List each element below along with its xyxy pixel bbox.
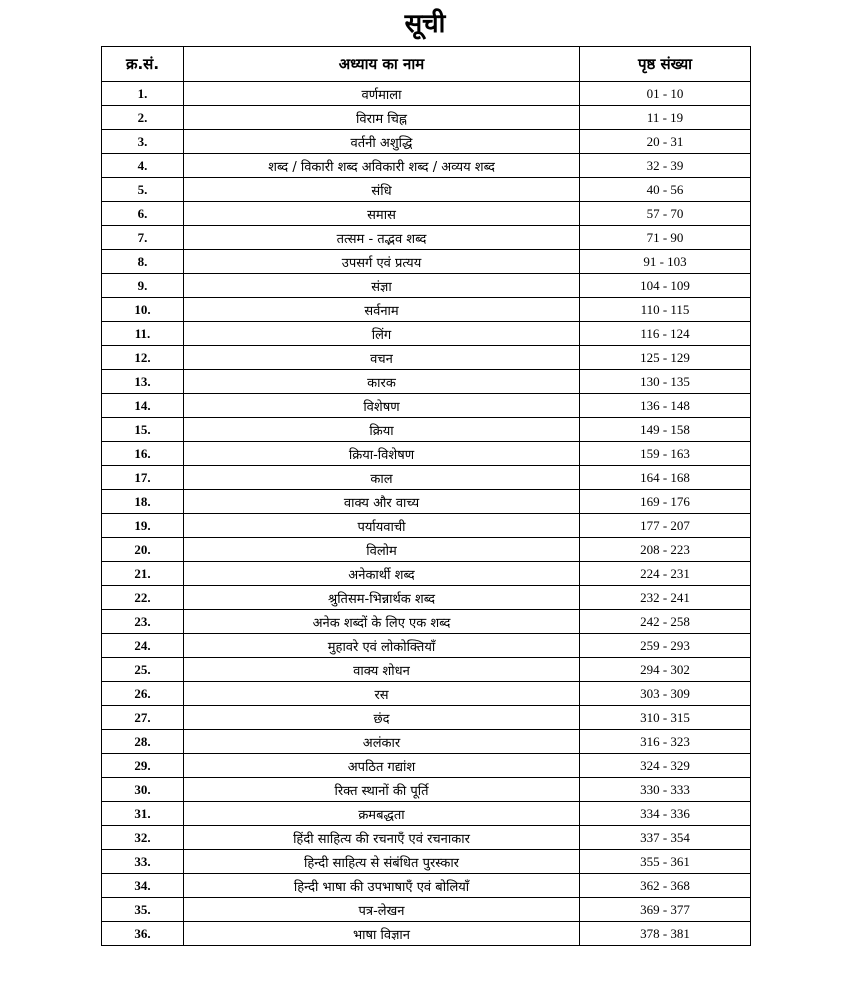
page-range: 159 - 163 [580, 442, 751, 466]
header-chapter-name: अध्याय का नाम [184, 47, 580, 82]
serial-number: 13. [102, 370, 184, 394]
page-range: 11 - 19 [580, 106, 751, 130]
chapter-name: वाक्य और वाच्य [184, 490, 580, 514]
table-row [102, 610, 751, 634]
serial-number: 20. [102, 538, 184, 562]
page-range: 242 - 258 [580, 610, 751, 634]
page-range: 104 - 109 [580, 274, 751, 298]
table-row [102, 370, 751, 394]
chapter-name: अपठित गद्यांश [184, 754, 580, 778]
page-range: 232 - 241 [580, 586, 751, 610]
page-title: सूची [404, 9, 446, 39]
serial-number: 14. [102, 394, 184, 418]
chapter-name: तत्सम - तद्भव शब्द [184, 226, 580, 250]
serial-number: 4. [102, 154, 184, 178]
table-row [102, 730, 751, 754]
page-range: 149 - 158 [580, 418, 751, 442]
page-range: 330 - 333 [580, 778, 751, 802]
serial-number: 21. [102, 562, 184, 586]
page-range: 303 - 309 [580, 682, 751, 706]
serial-number: 26. [102, 682, 184, 706]
page-range: 169 - 176 [580, 490, 751, 514]
table-row [102, 850, 751, 874]
table-row [102, 658, 751, 682]
serial-number: 24. [102, 634, 184, 658]
chapter-name: काल [184, 466, 580, 490]
page-range: 369 - 377 [580, 898, 751, 922]
page-range: 310 - 315 [580, 706, 751, 730]
chapter-name: मुहावरे एवं लोकोक्तियाँ [184, 634, 580, 658]
serial-number: 1. [102, 82, 184, 106]
table-row [102, 586, 751, 610]
chapter-name: लिंग [184, 322, 580, 346]
chapter-name: संधि [184, 178, 580, 202]
serial-number: 17. [102, 466, 184, 490]
serial-number: 8. [102, 250, 184, 274]
table-row [102, 274, 751, 298]
table-row [102, 562, 751, 586]
table-row [102, 490, 751, 514]
table-row [102, 298, 751, 322]
table-row [102, 106, 751, 130]
serial-number: 30. [102, 778, 184, 802]
chapter-name: रिक्त स्थानों की पूर्ति [184, 778, 580, 802]
serial-number: 6. [102, 202, 184, 226]
table-row [102, 442, 751, 466]
table-row [102, 418, 751, 442]
serial-number: 36. [102, 922, 184, 946]
page-range: 125 - 129 [580, 346, 751, 370]
page-range: 259 - 293 [580, 634, 751, 658]
serial-number: 33. [102, 850, 184, 874]
chapter-name: हिन्दी साहित्य से संबंधित पुरस्कार [184, 850, 580, 874]
serial-number: 2. [102, 106, 184, 130]
chapter-name: पत्र-लेखन [184, 898, 580, 922]
table-row [102, 874, 751, 898]
chapter-name: हिंदी साहित्य की रचनाएँ एवं रचनाकार [184, 826, 580, 850]
page-range: 01 - 10 [580, 82, 751, 106]
serial-number: 5. [102, 178, 184, 202]
chapter-name: शब्द / विकारी शब्द अविकारी शब्द / अव्यय शब्द [184, 154, 580, 178]
page-range: 136 - 148 [580, 394, 751, 418]
page-range: 362 - 368 [580, 874, 751, 898]
table-row [102, 682, 751, 706]
table-row [102, 130, 751, 154]
table-row [102, 778, 751, 802]
page-range: 316 - 323 [580, 730, 751, 754]
page-range: 164 - 168 [580, 466, 751, 490]
serial-number: 25. [102, 658, 184, 682]
serial-number: 7. [102, 226, 184, 250]
table-row [102, 178, 751, 202]
chapter-name: विलोम [184, 538, 580, 562]
page-range: 294 - 302 [580, 658, 751, 682]
page-range: 130 - 135 [580, 370, 751, 394]
serial-number: 29. [102, 754, 184, 778]
table-row [102, 226, 751, 250]
page-range: 324 - 329 [580, 754, 751, 778]
page-range: 20 - 31 [580, 130, 751, 154]
chapter-name: क्रमबद्धता [184, 802, 580, 826]
chapter-name: छंद [184, 706, 580, 730]
table-row [102, 154, 751, 178]
serial-number: 15. [102, 418, 184, 442]
table-row [102, 202, 751, 226]
table-row [102, 922, 751, 946]
serial-number: 18. [102, 490, 184, 514]
page-range: 355 - 361 [580, 850, 751, 874]
table-row [102, 346, 751, 370]
chapter-name: विशेषण [184, 394, 580, 418]
chapter-name: भाषा विज्ञान [184, 922, 580, 946]
header-serial: क्र.सं. [102, 47, 184, 82]
chapter-name: अलंकार [184, 730, 580, 754]
page-range: 116 - 124 [580, 322, 751, 346]
serial-number: 9. [102, 274, 184, 298]
page-range: 224 - 231 [580, 562, 751, 586]
table-header-row [102, 47, 751, 82]
page-range: 71 - 90 [580, 226, 751, 250]
chapter-name: वर्णमाला [184, 82, 580, 106]
serial-number: 31. [102, 802, 184, 826]
chapter-name: क्रिया-विशेषण [184, 442, 580, 466]
table-row [102, 466, 751, 490]
page-range: 378 - 381 [580, 922, 751, 946]
page-range: 110 - 115 [580, 298, 751, 322]
table-row [102, 394, 751, 418]
table-row [102, 250, 751, 274]
table-row [102, 82, 751, 106]
page-range: 337 - 354 [580, 826, 751, 850]
chapter-name: वर्तनी अशुद्धि [184, 130, 580, 154]
serial-number: 35. [102, 898, 184, 922]
serial-number: 16. [102, 442, 184, 466]
serial-number: 19. [102, 514, 184, 538]
serial-number: 23. [102, 610, 184, 634]
header-page-numbers: पृष्ठ संख्या [580, 47, 751, 82]
page-range: 57 - 70 [580, 202, 751, 226]
table-row [102, 634, 751, 658]
chapter-name: वचन [184, 346, 580, 370]
chapter-name: संज्ञा [184, 274, 580, 298]
chapter-name: क्रिया [184, 418, 580, 442]
chapter-name: कारक [184, 370, 580, 394]
chapter-name: रस [184, 682, 580, 706]
serial-number: 32. [102, 826, 184, 850]
table-of-contents [101, 46, 751, 946]
page-range: 32 - 39 [580, 154, 751, 178]
chapter-name: वाक्य शोधन [184, 658, 580, 682]
chapter-name: उपसर्ग एवं प्रत्यय [184, 250, 580, 274]
chapter-name: श्रुतिसम-भिन्नार्थक शब्द [184, 586, 580, 610]
chapter-name: विराम चिह्न [184, 106, 580, 130]
table-row [102, 802, 751, 826]
serial-number: 34. [102, 874, 184, 898]
serial-number: 22. [102, 586, 184, 610]
chapter-name: पर्यायवाची [184, 514, 580, 538]
serial-number: 28. [102, 730, 184, 754]
table-body [102, 82, 751, 946]
chapter-name: अनेक शब्दों के लिए एक शब्द [184, 610, 580, 634]
page-range: 177 - 207 [580, 514, 751, 538]
table-row [102, 538, 751, 562]
chapter-name: सर्वनाम [184, 298, 580, 322]
page-range: 334 - 336 [580, 802, 751, 826]
chapter-name: अनेकार्थी शब्द [184, 562, 580, 586]
serial-number: 3. [102, 130, 184, 154]
table-row [102, 898, 751, 922]
table-row [102, 826, 751, 850]
serial-number: 12. [102, 346, 184, 370]
table-row [102, 706, 751, 730]
chapter-name: समास [184, 202, 580, 226]
table-row [102, 322, 751, 346]
page-range: 40 - 56 [580, 178, 751, 202]
table-row [102, 514, 751, 538]
serial-number: 27. [102, 706, 184, 730]
chapter-name: हिन्दी भाषा की उपभाषाएँ एवं बोलियाँ [184, 874, 580, 898]
page-range: 208 - 223 [580, 538, 751, 562]
page-range: 91 - 103 [580, 250, 751, 274]
serial-number: 10. [102, 298, 184, 322]
table-row [102, 754, 751, 778]
serial-number: 11. [102, 322, 184, 346]
